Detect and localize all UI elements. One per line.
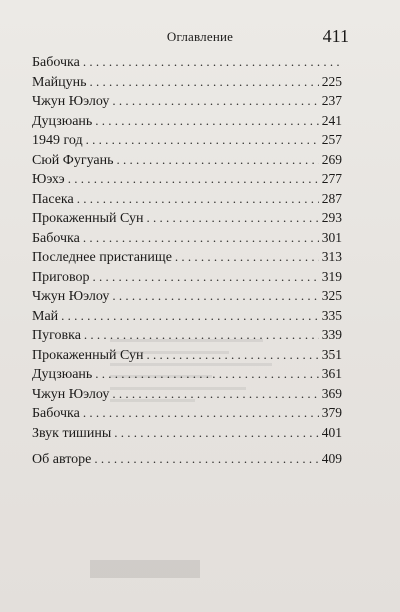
toc-leader-dots [77,191,319,207]
toc-entry-title: Прокаженный Сун [32,211,144,226]
toc-entry-title: Пасека [32,191,74,207]
toc-entry [32,171,342,191]
toc-entry [32,288,342,308]
toc-entry-page: 277 [321,171,342,186]
toc-entry-page: 361 [321,366,342,381]
toc-leader-dots [95,366,318,382]
toc-entry-title: Сюй Фугуань [32,152,114,168]
toc-entry-page: 293 [321,210,342,225]
toc-leader-dots [61,308,319,324]
toc-leader-dots [94,451,318,467]
toc-entry [32,405,342,425]
toc-entry-title: Прокаженный Сун [32,347,144,363]
toc-entry-title: Дуцзюань [32,367,93,382]
toc-entry-title: Последнее пристанище [32,250,172,265]
toc-entry-page: 369 [321,385,342,401]
toc-entry [32,132,342,152]
toc-entry-title: Чжун Юэлоу [32,386,110,402]
toc-entry-page: 339 [321,327,342,342]
toc-entry-title: Приговор [32,269,90,285]
toc-leader-dots [146,347,318,363]
toc-entry-title: Бабочка [32,55,80,70]
toc-entry [32,152,342,172]
page-number: 411 [322,26,349,46]
toc-entry [32,230,342,250]
toc-entry [32,249,342,269]
toc-entry [32,308,342,328]
toc-entry [32,113,342,133]
toc-entry-title: Май [32,308,59,324]
toc-entry-page: 237 [321,93,342,108]
toc-entry [32,366,342,386]
toc-leader-dots [95,113,318,129]
toc-entry [32,386,342,406]
toc-entry-title: Звук тишины [32,425,112,441]
toc-entry-title: Бабочка [32,230,80,246]
toc-entry [32,451,342,471]
toc-leader-dots [83,54,339,70]
toc-entry-title: Об авторе [32,452,92,467]
toc-entry [32,347,342,367]
toc-entry [32,425,342,445]
toc-entry-title: 1949 год [32,133,83,148]
toc-entry-page: 287 [321,190,342,206]
toc-entry [32,54,342,74]
toc-entry [32,93,342,113]
toc-entry-title: Дуцзюань [32,113,93,129]
toc-leader-dots [84,327,319,343]
page-header [0,26,400,50]
toc-leader-dots [86,132,319,148]
toc-entry-page: 379 [321,405,342,420]
toc-leader-dots [175,249,319,265]
toc-leader-dots [114,425,319,441]
toc-entry-page: 319 [321,268,342,284]
toc-entry-title: Чжун Юэлоу [32,289,110,304]
toc-entry-page: 409 [321,451,342,466]
toc-entry-page: 401 [321,424,342,440]
toc-entry [32,269,342,289]
toc-leader-dots [93,269,319,285]
toc-entry [32,327,342,347]
toc-leader-dots [146,210,318,226]
toc-entry-title: Пуговка [32,328,81,343]
toc-entry-page: 325 [321,288,342,303]
toc-entry [32,191,342,211]
toc-leader-dots [112,288,318,304]
toc-entry-page: 241 [321,112,342,128]
toc-entry-title: Бабочка [32,406,80,421]
table-of-contents [32,54,342,471]
toc-leader-dots [90,74,319,90]
toc-leader-dots [112,386,318,402]
toc-entry [32,210,342,230]
toc-entry-page: 313 [321,249,342,264]
toc-entry-page: 257 [321,132,342,147]
toc-entry-page: 335 [321,307,342,323]
toc-leader-dots [83,230,319,246]
toc-entry-page: 351 [321,346,342,362]
toc-leader-dots [68,171,319,187]
toc-leader-dots [83,405,319,421]
toc-entry [32,74,342,94]
toc-entry-title: Майцунь [32,74,87,90]
toc-entry-title: Чжун Юэлоу [32,94,110,109]
header-title: Оглавление [166,29,234,44]
toc-leader-dots [117,152,319,168]
toc-entry-page: 225 [321,73,342,89]
toc-entry-page: 269 [321,151,342,167]
toc-entry-page: 301 [321,229,342,245]
toc-entry-title: Юэхэ [32,172,65,187]
toc-leader-dots [112,93,318,109]
